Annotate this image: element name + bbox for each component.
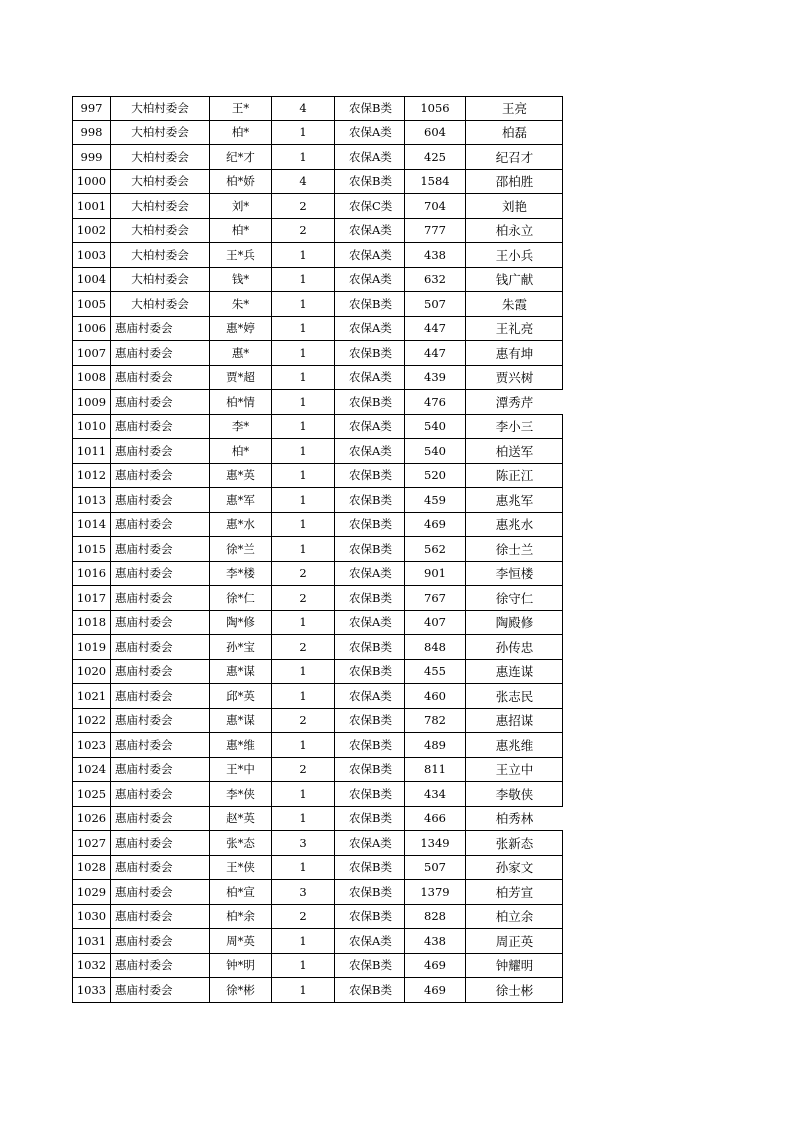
cell-masked-name: 柏* (210, 219, 272, 243)
cell-number: 1012 (73, 464, 111, 488)
cell-insurance-type: 农保A类 (335, 121, 405, 145)
cell-insurance-type: 农保B类 (335, 733, 405, 757)
cell-insurance-type: 农保A类 (335, 562, 405, 586)
cell-insurance-type: 农保A类 (335, 268, 405, 292)
cell-holder: 惠兆水 (495, 517, 534, 533)
cell-count: 4 (272, 97, 335, 120)
cell-amount: 604 (405, 121, 466, 145)
cell-number: 1033 (73, 978, 111, 1002)
cell-amount: 434 (405, 782, 466, 806)
cell-count: 2 (272, 194, 335, 218)
cell-number: 1027 (73, 831, 111, 855)
cell-amount: 447 (405, 341, 466, 365)
cell-count: 1 (272, 537, 335, 561)
cell-number: 1007 (73, 341, 111, 365)
cell-insurance-type: 农保A类 (335, 317, 405, 341)
cell-amount: 469 (405, 513, 466, 537)
cell-masked-name: 贾*超 (210, 366, 272, 390)
cell-count: 1 (272, 488, 335, 512)
cell-number: 999 (73, 145, 111, 169)
cell-village: 惠庙村委会 (111, 488, 210, 512)
table-row (72, 586, 563, 611)
cell-masked-name: 惠*婷 (210, 317, 272, 341)
table-row (72, 635, 563, 660)
cell-masked-name: 惠*军 (210, 488, 272, 512)
table-row (72, 733, 563, 758)
cell-masked-name: 李* (210, 415, 272, 439)
cell-masked-name: 惠* (210, 341, 272, 365)
cell-count: 1 (272, 366, 335, 390)
cell-masked-name: 柏* (210, 439, 272, 463)
cell-masked-name: 惠*水 (210, 513, 272, 537)
cell-amount: 425 (405, 145, 466, 169)
cell-holder: 陈正江 (495, 468, 534, 484)
table-row (72, 292, 563, 317)
cell-count: 1 (272, 684, 335, 708)
cell-insurance-type: 农保A类 (335, 219, 405, 243)
cell-village: 大柏村委会 (111, 97, 210, 120)
cell-insurance-type: 农保B类 (335, 97, 405, 120)
cell-insurance-type: 农保B类 (335, 709, 405, 733)
cell-amount: 507 (405, 292, 466, 316)
cell-masked-name: 朱* (210, 292, 272, 316)
cell-amount: 455 (405, 660, 466, 684)
table-row (72, 684, 563, 709)
cell-village: 惠庙村委会 (111, 439, 210, 463)
table-row (72, 611, 563, 636)
cell-masked-name: 钱* (210, 268, 272, 292)
cell-number: 1000 (73, 170, 111, 194)
cell-amount: 507 (405, 856, 466, 880)
cell-number: 1026 (73, 807, 111, 831)
table-row (72, 341, 563, 366)
cell-amount: 439 (405, 366, 466, 390)
cell-village: 惠庙村委会 (111, 905, 210, 929)
cell-holder: 柏永立 (495, 223, 534, 239)
cell-village: 惠庙村委会 (111, 758, 210, 782)
cell-insurance-type: 农保A类 (335, 145, 405, 169)
cell-masked-name: 王* (210, 97, 272, 120)
cell-amount: 562 (405, 537, 466, 561)
cell-insurance-type: 农保B类 (335, 758, 405, 782)
cell-amount: 1349 (405, 831, 466, 855)
cell-number: 1022 (73, 709, 111, 733)
table-row (72, 415, 563, 440)
cell-insurance-type: 农保B类 (335, 978, 405, 1002)
cell-holder: 徐士兰 (495, 541, 534, 557)
cell-masked-name: 王*兵 (210, 243, 272, 267)
cell-masked-name: 惠*维 (210, 733, 272, 757)
cell-holder: 潭秀芹 (495, 394, 534, 410)
cell-count: 2 (272, 758, 335, 782)
cell-count: 2 (272, 562, 335, 586)
cell-holder: 惠兆维 (495, 737, 534, 753)
cell-count: 1 (272, 145, 335, 169)
cell-village: 惠庙村委会 (111, 929, 210, 953)
cell-insurance-type: 农保B类 (335, 782, 405, 806)
table-row (72, 905, 563, 930)
cell-number: 1009 (73, 390, 111, 414)
cell-count: 1 (272, 929, 335, 953)
cell-masked-name: 柏* (210, 121, 272, 145)
cell-holder: 朱霞 (501, 296, 527, 312)
table-row (72, 880, 563, 905)
cell-insurance-type: 农保B类 (335, 807, 405, 831)
table-row (72, 96, 563, 121)
cell-village: 大柏村委会 (111, 145, 210, 169)
table-row (72, 366, 563, 391)
cell-holder: 周正英 (495, 933, 534, 949)
table-row (72, 978, 563, 1003)
cell-masked-name: 王*侠 (210, 856, 272, 880)
cell-insurance-type: 农保A类 (335, 831, 405, 855)
cell-village: 大柏村委会 (111, 268, 210, 292)
cell-number: 1017 (73, 586, 111, 610)
cell-count: 1 (272, 317, 335, 341)
cell-masked-name: 柏*宣 (210, 880, 272, 904)
cell-village: 惠庙村委会 (111, 684, 210, 708)
cell-count: 1 (272, 268, 335, 292)
cell-village: 大柏村委会 (111, 121, 210, 145)
cell-village: 惠庙村委会 (111, 856, 210, 880)
cell-masked-name: 王*中 (210, 758, 272, 782)
cell-number: 1023 (73, 733, 111, 757)
cell-holder: 刘艳 (501, 198, 527, 214)
cell-number: 1018 (73, 611, 111, 635)
cell-village: 惠庙村委会 (111, 513, 210, 537)
cell-insurance-type: 农保A类 (335, 929, 405, 953)
cell-insurance-type: 农保B类 (335, 537, 405, 561)
cell-masked-name: 李*侠 (210, 782, 272, 806)
cell-village: 惠庙村委会 (111, 954, 210, 978)
table-row (72, 145, 563, 170)
cell-amount: 848 (405, 635, 466, 659)
cell-insurance-type: 农保B类 (335, 513, 405, 537)
cell-village: 惠庙村委会 (111, 317, 210, 341)
cell-holder: 张志民 (495, 688, 534, 704)
cell-holder: 邵柏胜 (495, 174, 534, 190)
cell-number: 1013 (73, 488, 111, 512)
cell-holder: 贾兴树 (495, 370, 534, 386)
cell-amount: 632 (405, 268, 466, 292)
cell-count: 1 (272, 243, 335, 267)
table-row (72, 513, 563, 538)
cell-count: 4 (272, 170, 335, 194)
cell-village: 大柏村委会 (111, 243, 210, 267)
cell-count: 3 (272, 831, 335, 855)
table-row (72, 954, 563, 979)
cell-holder: 纪召才 (495, 149, 534, 165)
cell-insurance-type: 农保A类 (335, 439, 405, 463)
cell-village: 惠庙村委会 (111, 586, 210, 610)
table-row (72, 488, 563, 513)
cell-number: 997 (73, 97, 111, 120)
table-row (72, 194, 563, 219)
cell-amount: 540 (405, 415, 466, 439)
cell-insurance-type: 农保B类 (335, 905, 405, 929)
cell-insurance-type: 农保B类 (335, 954, 405, 978)
cell-amount: 407 (405, 611, 466, 635)
cell-holder: 王立中 (495, 762, 534, 778)
cell-insurance-type: 农保A类 (335, 684, 405, 708)
cell-insurance-type: 农保B类 (335, 880, 405, 904)
cell-holder: 王亮 (501, 101, 527, 117)
cell-holder: 张新态 (495, 835, 534, 851)
cell-holder: 王小兵 (495, 247, 534, 263)
cell-masked-name: 钟*明 (210, 954, 272, 978)
cell-amount: 540 (405, 439, 466, 463)
cell-count: 2 (272, 219, 335, 243)
cell-amount: 782 (405, 709, 466, 733)
cell-masked-name: 惠*英 (210, 464, 272, 488)
cell-count: 1 (272, 978, 335, 1002)
cell-village: 大柏村委会 (111, 170, 210, 194)
cell-holder: 孙家文 (495, 860, 534, 876)
cell-number: 1011 (73, 439, 111, 463)
cell-holder: 徐守仁 (495, 590, 534, 606)
cell-amount: 438 (405, 929, 466, 953)
cell-count: 1 (272, 121, 335, 145)
cell-holder: 柏磊 (501, 125, 527, 141)
cell-count: 1 (272, 807, 335, 831)
cell-masked-name: 徐*兰 (210, 537, 272, 561)
table-row (72, 709, 563, 734)
cell-number: 1001 (73, 194, 111, 218)
table-row (72, 660, 563, 685)
cell-number: 1006 (73, 317, 111, 341)
cell-village: 惠庙村委会 (111, 709, 210, 733)
cell-number: 1010 (73, 415, 111, 439)
cell-number: 1019 (73, 635, 111, 659)
cell-masked-name: 柏*情 (210, 390, 272, 414)
cell-holder: 孙传忠 (495, 639, 534, 655)
cell-amount: 777 (405, 219, 466, 243)
cell-amount: 767 (405, 586, 466, 610)
cell-count: 3 (272, 880, 335, 904)
cell-masked-name: 陶*修 (210, 611, 272, 635)
cell-count: 1 (272, 782, 335, 806)
cell-holder: 王礼亮 (495, 321, 534, 337)
cell-village: 惠庙村委会 (111, 880, 210, 904)
cell-amount: 1584 (405, 170, 466, 194)
cell-insurance-type: 农保A类 (335, 415, 405, 439)
cell-amount: 469 (405, 954, 466, 978)
cell-insurance-type: 农保B类 (335, 635, 405, 659)
cell-insurance-type: 农保C类 (335, 194, 405, 218)
cell-masked-name: 邱*英 (210, 684, 272, 708)
cell-holder: 柏送军 (495, 443, 534, 459)
cell-number: 1003 (73, 243, 111, 267)
cell-masked-name: 刘* (210, 194, 272, 218)
cell-count: 1 (272, 611, 335, 635)
cell-count: 1 (272, 733, 335, 757)
cell-insurance-type: 农保B类 (335, 464, 405, 488)
table-row (72, 782, 563, 807)
cell-insurance-type: 农保A类 (335, 611, 405, 635)
cell-village: 惠庙村委会 (111, 831, 210, 855)
cell-masked-name: 纪*才 (210, 145, 272, 169)
cell-number: 998 (73, 121, 111, 145)
cell-insurance-type: 农保B类 (335, 586, 405, 610)
cell-village: 惠庙村委会 (111, 464, 210, 488)
cell-village: 惠庙村委会 (111, 807, 210, 831)
cell-count: 1 (272, 954, 335, 978)
cell-amount: 447 (405, 317, 466, 341)
cell-number: 1025 (73, 782, 111, 806)
cell-insurance-type: 农保A类 (335, 243, 405, 267)
cell-masked-name: 徐*彬 (210, 978, 272, 1002)
cell-village: 大柏村委会 (111, 292, 210, 316)
cell-amount: 460 (405, 684, 466, 708)
cell-number: 1020 (73, 660, 111, 684)
table-row (72, 929, 563, 954)
cell-insurance-type: 农保B类 (335, 488, 405, 512)
cell-number: 1008 (73, 366, 111, 390)
table-row (72, 317, 563, 342)
cell-masked-name: 赵*英 (210, 807, 272, 831)
cell-count: 1 (272, 660, 335, 684)
table-row (72, 121, 563, 146)
table-row (72, 758, 563, 783)
cell-holder: 李敬侠 (495, 786, 534, 802)
cell-number: 1031 (73, 929, 111, 953)
cell-holder: 柏芳宣 (495, 884, 534, 900)
cell-village: 惠庙村委会 (111, 341, 210, 365)
cell-holder: 惠兆军 (495, 492, 534, 508)
cell-masked-name: 周*英 (210, 929, 272, 953)
cell-count: 2 (272, 635, 335, 659)
cell-village: 惠庙村委会 (111, 782, 210, 806)
cell-masked-name: 柏*余 (210, 905, 272, 929)
cell-holder: 柏立余 (495, 909, 534, 925)
table-row (72, 390, 563, 415)
cell-count: 2 (272, 709, 335, 733)
cell-village: 大柏村委会 (111, 194, 210, 218)
cell-village: 惠庙村委会 (111, 562, 210, 586)
cell-amount: 1056 (405, 97, 466, 120)
table-row (72, 243, 563, 268)
table-row (72, 464, 563, 489)
cell-count: 2 (272, 905, 335, 929)
cell-count: 1 (272, 464, 335, 488)
cell-holder: 李恒楼 (495, 566, 534, 582)
cell-count: 1 (272, 292, 335, 316)
cell-count: 1 (272, 341, 335, 365)
data-table (72, 96, 563, 1003)
cell-village: 惠庙村委会 (111, 611, 210, 635)
cell-village: 惠庙村委会 (111, 390, 210, 414)
table-row (72, 807, 563, 832)
cell-masked-name: 孙*宝 (210, 635, 272, 659)
cell-count: 1 (272, 390, 335, 414)
cell-number: 1029 (73, 880, 111, 904)
cell-amount: 459 (405, 488, 466, 512)
table-row (72, 831, 563, 856)
table-row (72, 537, 563, 562)
cell-masked-name: 惠*谋 (210, 660, 272, 684)
cell-count: 1 (272, 439, 335, 463)
cell-village: 惠庙村委会 (111, 978, 210, 1002)
cell-number: 1005 (73, 292, 111, 316)
table-row (72, 439, 563, 464)
cell-number: 1021 (73, 684, 111, 708)
cell-number: 1032 (73, 954, 111, 978)
cell-insurance-type: 农保B类 (335, 170, 405, 194)
cell-village: 大柏村委会 (111, 219, 210, 243)
cell-holder: 惠招谋 (495, 713, 534, 729)
cell-number: 1028 (73, 856, 111, 880)
cell-masked-name: 徐*仁 (210, 586, 272, 610)
cell-holder: 徐士彬 (495, 982, 534, 998)
cell-village: 惠庙村委会 (111, 635, 210, 659)
cell-amount: 466 (405, 807, 466, 831)
cell-amount: 1379 (405, 880, 466, 904)
cell-insurance-type: 农保B类 (335, 660, 405, 684)
cell-insurance-type: 农保B类 (335, 390, 405, 414)
cell-amount: 489 (405, 733, 466, 757)
cell-amount: 828 (405, 905, 466, 929)
cell-holder: 钟耀明 (495, 958, 534, 974)
cell-number: 1014 (73, 513, 111, 537)
table-row (72, 170, 563, 195)
cell-count: 2 (272, 586, 335, 610)
cell-count: 1 (272, 513, 335, 537)
cell-holder: 惠连谋 (495, 664, 534, 680)
table-row (72, 856, 563, 881)
cell-amount: 901 (405, 562, 466, 586)
cell-village: 惠庙村委会 (111, 537, 210, 561)
cell-holder: 陶殿修 (495, 615, 534, 631)
cell-masked-name: 惠*谋 (210, 709, 272, 733)
cell-amount: 438 (405, 243, 466, 267)
cell-count: 1 (272, 415, 335, 439)
cell-village: 惠庙村委会 (111, 660, 210, 684)
cell-amount: 704 (405, 194, 466, 218)
cell-insurance-type: 农保B类 (335, 341, 405, 365)
cell-holder: 惠有坤 (495, 345, 534, 361)
cell-holder: 柏秀林 (495, 811, 534, 827)
cell-insurance-type: 农保B类 (335, 292, 405, 316)
cell-masked-name: 柏*娇 (210, 170, 272, 194)
cell-number: 1004 (73, 268, 111, 292)
cell-insurance-type: 农保A类 (335, 366, 405, 390)
cell-holder: 李小三 (495, 419, 534, 435)
cell-holder: 钱广献 (495, 272, 534, 288)
table-row (72, 219, 563, 244)
cell-amount: 520 (405, 464, 466, 488)
cell-count: 1 (272, 856, 335, 880)
cell-village: 惠庙村委会 (111, 366, 210, 390)
table-row (72, 268, 563, 293)
cell-amount: 476 (405, 390, 466, 414)
cell-number: 1002 (73, 219, 111, 243)
cell-village: 惠庙村委会 (111, 733, 210, 757)
cell-masked-name: 张*态 (210, 831, 272, 855)
cell-amount: 811 (405, 758, 466, 782)
cell-number: 1015 (73, 537, 111, 561)
table-row (72, 562, 563, 587)
cell-insurance-type: 农保B类 (335, 856, 405, 880)
cell-amount: 469 (405, 978, 466, 1002)
cell-number: 1030 (73, 905, 111, 929)
cell-number: 1024 (73, 758, 111, 782)
cell-village: 惠庙村委会 (111, 415, 210, 439)
cell-masked-name: 李*楼 (210, 562, 272, 586)
cell-number: 1016 (73, 562, 111, 586)
